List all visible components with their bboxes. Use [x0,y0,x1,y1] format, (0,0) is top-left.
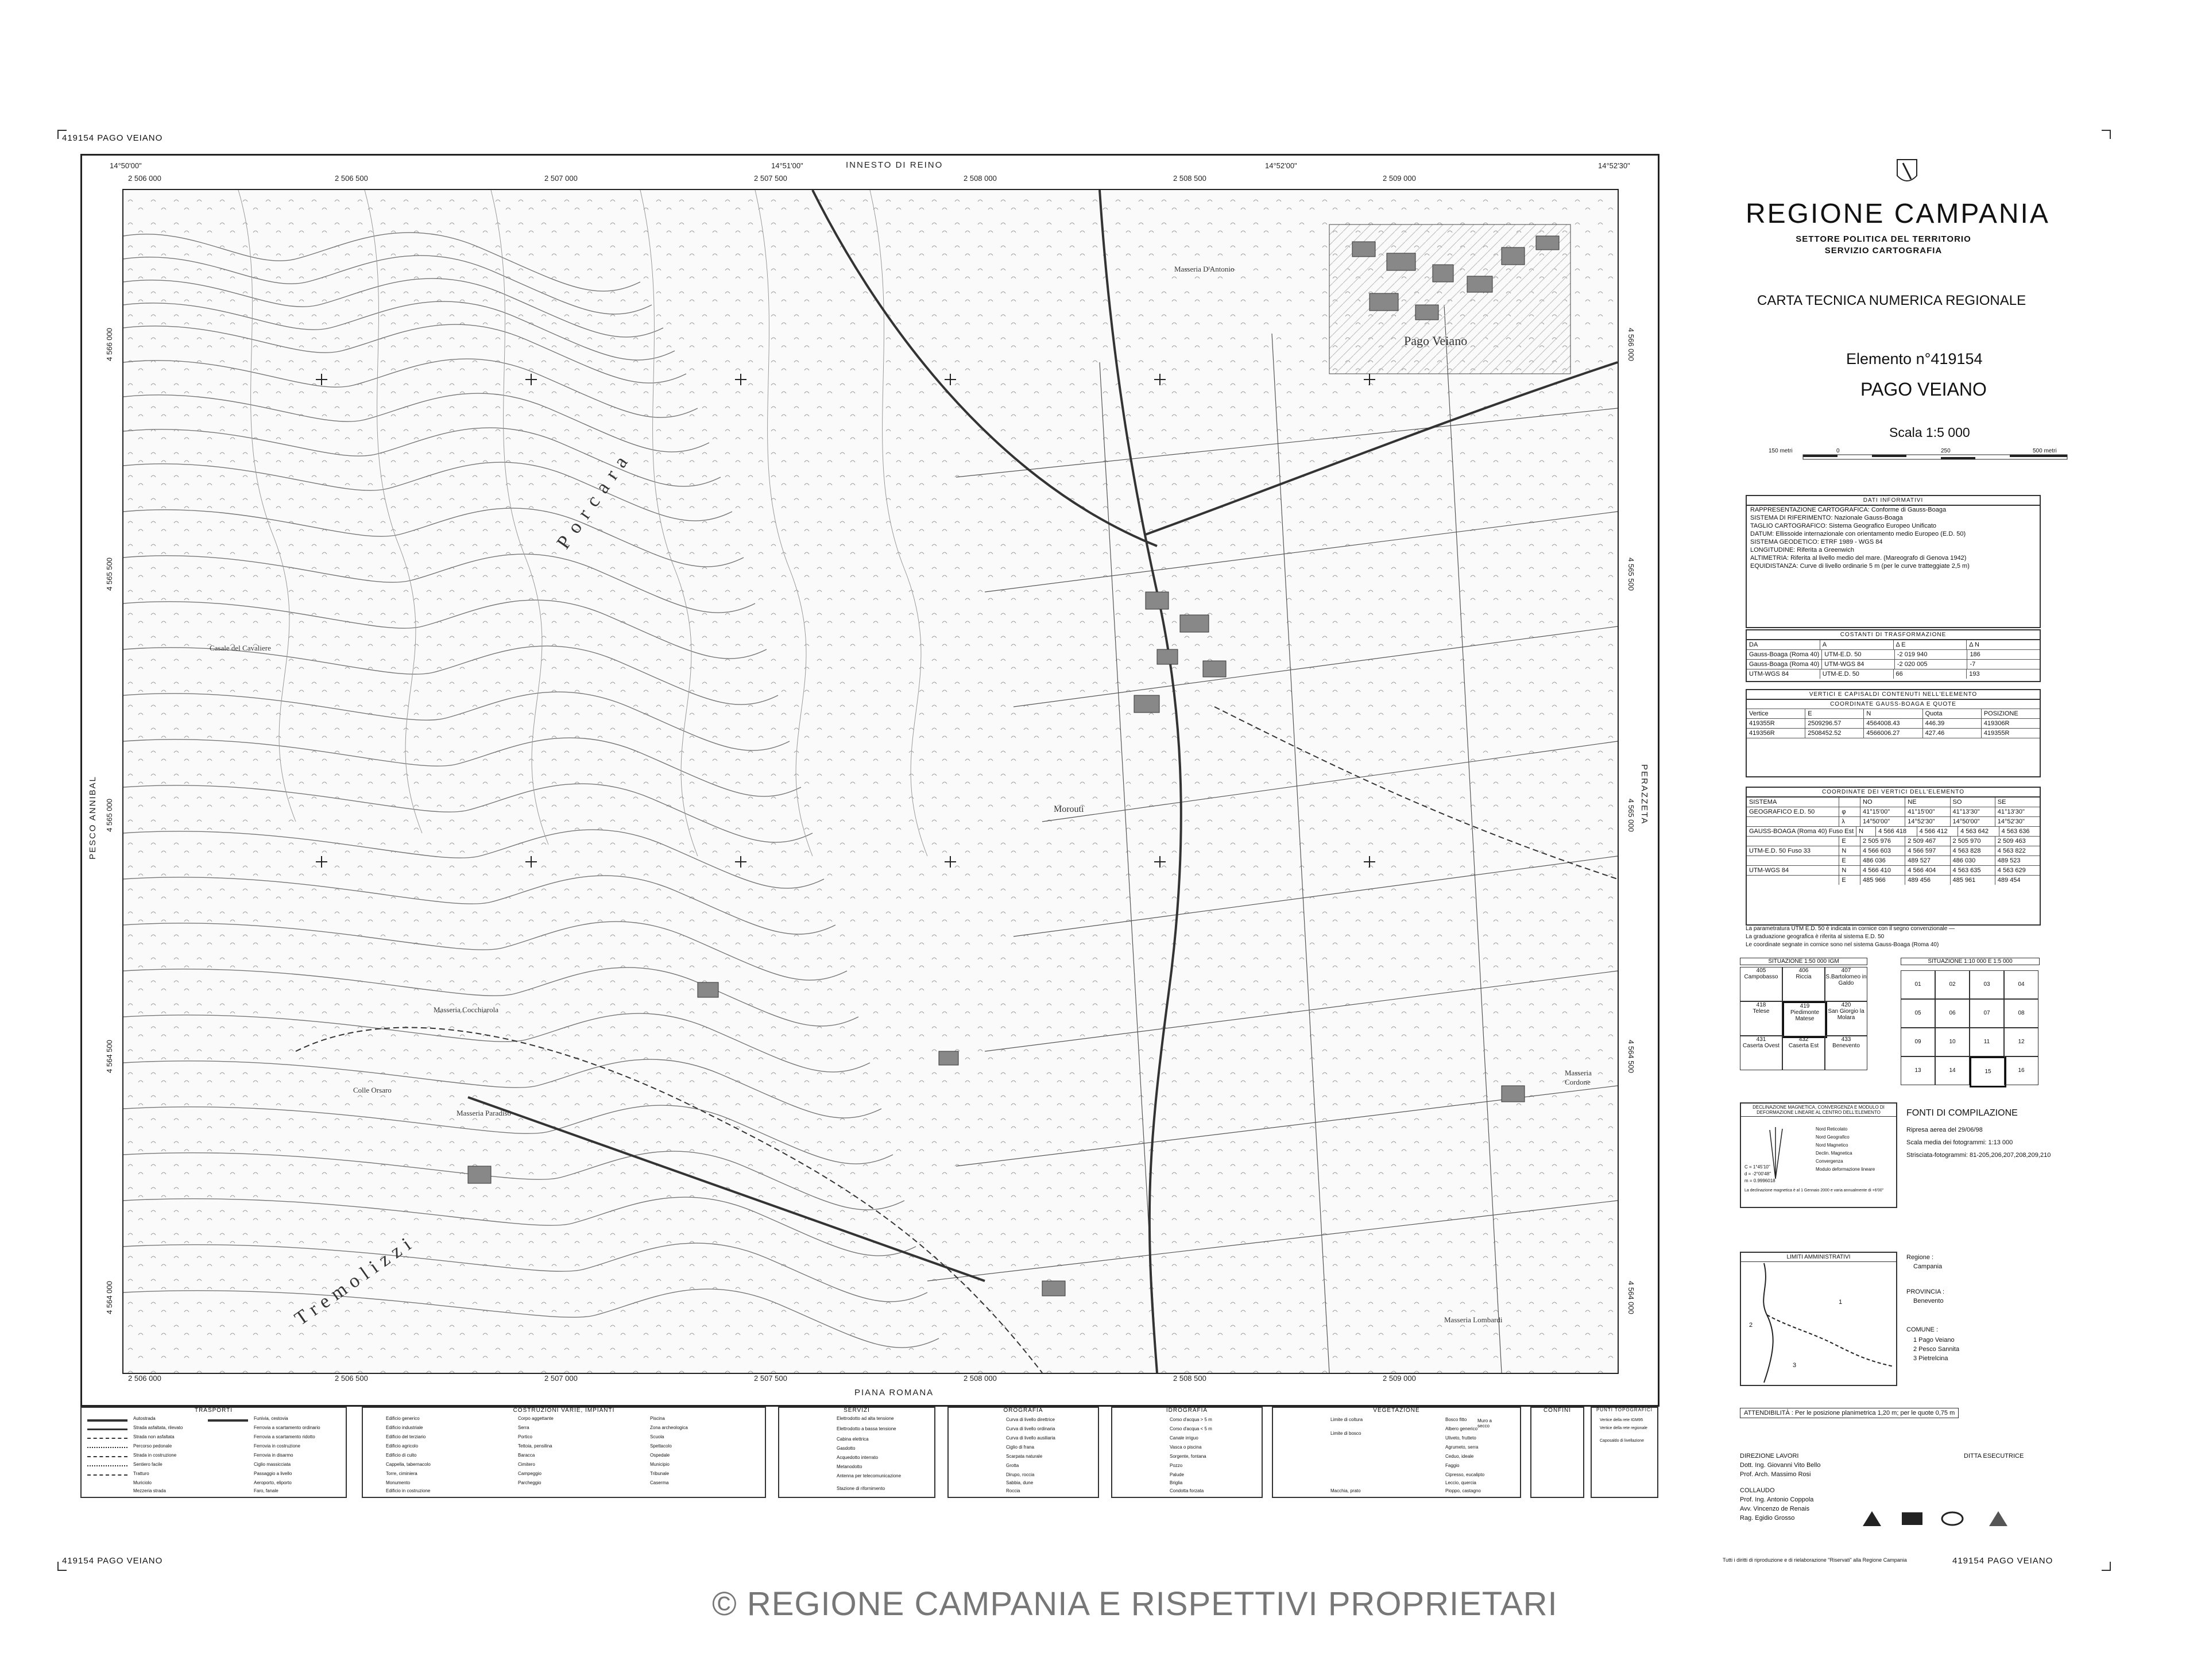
legend-item: Albero generico [1445,1426,1478,1431]
place-pago-veiano: Pago Veiano [1404,334,1468,348]
table-row: GAUSS-BOAGA (Roma 40) Fuso Est N 4 566 418 4 566 412 4 563 642 4 563 636 [1747,827,2040,837]
legend-item: Serra [518,1425,529,1430]
northing-label: 4 564 500 [105,1040,114,1073]
northing-label-right: 4 564 500 [1627,1040,1635,1073]
legend-item: Edificio del terziario [386,1434,426,1439]
legend-item: Cipresso, eucalipto [1445,1472,1485,1477]
info-line: ALTIMETRIA: Riferita al livello medio del mare. (Mareografo di Genova 1942) [1750,555,1967,562]
easting-label-bottom: 2 506 500 [335,1374,368,1383]
fonti-line: Strisciata-fotogrammi: 81-205,206,207,208,209,210 [1906,1152,2051,1159]
legend-item: Mezzeria strada [133,1488,166,1493]
legend-item: Leccio, quercia [1445,1480,1476,1485]
geo-label: 14°51'00" [771,161,803,170]
element-name: PAGO VEIANO [1860,379,1987,400]
legend-trasporti [80,1407,347,1498]
legend-item: Acquedotto interrato [837,1455,879,1460]
legend-title: SERVIZI [844,1407,870,1414]
decl-value: C = 1°45'10" [1744,1164,1770,1170]
legend-item: Vasca o piscina [1170,1445,1202,1450]
contractor-logo-icon [1987,1510,2010,1527]
legend-item: Vertice della rete IGM95 [1600,1418,1643,1422]
grid-cell: 12 [2004,1028,2038,1056]
place-porcara: Porcara [552,446,637,553]
northing-label-right: 4 564 000 [1627,1281,1635,1314]
legend-item: Portico [518,1434,532,1439]
legend-punti [1591,1407,1658,1498]
decl-legend: Nord Reticolato [1816,1127,1848,1132]
limiti-map-icon [1741,1263,1894,1383]
scale-tick: 250 [1941,448,1951,454]
legend-item: Piscina [650,1416,665,1421]
legend-item: Monumento [386,1480,411,1485]
table-row: 419356R 2508452.52 4566006.27 427.46 419355R [1747,729,2040,738]
decl-legend: Nord Geografico [1816,1135,1850,1140]
place-masseria-cordone: Masseria Cordone [1565,1069,1592,1086]
table-header: DA A Δ E Δ N [1747,640,2040,650]
legend-servizi [778,1407,935,1498]
legend-item: Edificio di culto [386,1453,417,1458]
limiti-box [1740,1252,1897,1386]
legend-item: Bosco fitto [1445,1417,1467,1422]
comune-item: 2 Pesco Sannita [1913,1346,1960,1353]
decl-legend: Convergenza [1816,1159,1843,1164]
sit50-title: SITUAZIONE 1:50 000 IGM [1740,958,1867,965]
legend-item: Ferrovia in disarmo [254,1453,293,1458]
fonti-title: FONTI DI COMPILAZIONE [1906,1108,2018,1118]
legend-title: VEGETAZIONE [1373,1407,1420,1414]
crop-mark-tl [57,130,67,139]
sit50-grid [1740,967,1867,1070]
legend-item: Vertice della rete regionale [1600,1426,1647,1430]
edge-name-top: INNESTO DI REINO [846,160,943,170]
place-masseria-cocchiarola: Masseria Cocchiarola [434,1005,498,1014]
easting-label-bottom: 2 508 500 [1173,1374,1206,1383]
table-row: λ 14°50'00" 14°52'30" 14°50'00" 14°52'30" [1747,817,2040,827]
legend-title: IDROGRAFIA [1166,1407,1208,1414]
legend-symbol [87,1465,127,1466]
info-line: SISTEMA GEODETICO: ETRF 1989 - WGS 84 [1750,539,1883,545]
legend-item: Zona archeologica [650,1425,688,1430]
legend-item: Spettacolo [650,1443,672,1449]
copyright-watermark: © REGIONE CAMPANIA E RISPETTIVI PROPRIETARI [712,1585,1558,1623]
direzione-title: DIREZIONE LAVORI [1740,1453,1799,1460]
legend-item: Sabbia, dune [1006,1480,1034,1485]
limiti-number: 1 [1839,1299,1843,1306]
grid-cell: 08 [2004,999,2038,1028]
legend-item: Macchia, prato [1330,1488,1361,1493]
grid-cell: 11 [1970,1028,2004,1056]
legend-confini-items [1450,1418,1502,1493]
legend-item: Corpo aggettante [518,1416,554,1421]
legend-item: Agrumeto, serra [1445,1445,1479,1450]
legend-item: Edificio industriale [386,1425,423,1430]
decl-value: m = 0.9996018 [1744,1178,1775,1183]
legend-item: Gasdotto [837,1446,856,1451]
grid-cell: 432 Caserta Est [1782,1036,1825,1070]
legend-title: COSTRUZIONI VARIE, IMPIANTI [513,1407,615,1414]
info-line: RAPPRESENTAZIONE CARTOGRAFICA: Conforme di Gauss-Boaga [1750,506,1947,513]
legend-costruzioni [362,1407,766,1498]
decl-legend: Modulo deformazione lineare [1816,1167,1875,1172]
legend-item: Passaggio a livello [254,1471,292,1476]
grid-cell-current: 419 Piedimonte Matese [1782,1001,1827,1038]
legend-item: Ceduo, ideale [1445,1454,1474,1459]
legend-item: Stazione di rifornimento [837,1486,885,1491]
decl-legend: Nord Magnetico [1816,1143,1848,1148]
grid-cell: 09 [1901,1028,1935,1056]
legend-title: CONFINI [1543,1407,1572,1414]
contractor-logo-icon [1941,1510,1964,1527]
declinazione-box [1740,1102,1897,1208]
collaudo-line: Avv. Vincenzo de Renais [1740,1505,1810,1512]
fonti-line: Ripresa aerea del 29/06/98 [1906,1127,1983,1133]
contractor-logo-icon [1901,1510,1924,1527]
easting-label-bottom: 2 507 000 [544,1374,578,1383]
collaudo-line: Rag. Egidio Grosso [1740,1515,1795,1522]
coord-note: La graduazione geografica è riferita al sistema E.D. 50 [1746,934,1885,940]
legend-item: Pozzo [1170,1463,1183,1468]
scale-tick: 500 metri [2033,448,2057,454]
grid-cell: 407 S.Bartolomeo in Galdo [1825,967,1867,1001]
legend-item: Scarpata naturale [1006,1454,1043,1459]
legend-item: Caposaldo di livellazione [1600,1439,1645,1443]
legend-item: Caserma [650,1480,669,1485]
table-row: 419355R 2509296.57 4564008.43 446.39 419306R [1747,719,2040,729]
limiti-title: LIMITI AMMINISTRATIVI [1741,1253,1896,1262]
legend-item: Strada asfaltata, rilevato [133,1425,183,1430]
legend-orografia [947,1407,1099,1498]
vertici-table [1746,689,2041,777]
regione-value: Campania [1913,1263,1943,1270]
campania-logo-icon [1895,158,1919,187]
table-subtitle: COORDINATE GAUSS-BOAGA E QUOTE [1747,700,2040,709]
legend-item: Pioppo, castagno [1445,1488,1481,1493]
sector-line-2: SERVIZIO CARTOGRAFIA [1824,246,1943,256]
grid-cell: 405 Campobasso [1740,967,1782,1001]
legend-symbol [87,1456,127,1457]
collaudo-line: Prof. Ing. Antonio Coppola [1740,1496,1814,1503]
info-line: DATUM: Ellissoide internazionale con orientamento medio Europeo (E.D. 50) [1750,531,1966,537]
ditta-title: DITTA ESECUTRICE [1964,1453,2024,1460]
legend-item: Tettoia, pensilina [518,1443,552,1449]
legend-symbol [87,1438,127,1439]
geo-label: 14°52'00" [1265,161,1297,170]
coord-note: Le coordinate segnate in cornice sono nel sistema Gauss-Boaga (Roma 40) [1746,942,1939,948]
geo-label: 14°50'00" [110,161,142,170]
edge-name-bottom: PIANA ROMANA [854,1388,934,1398]
easting-label-bottom: 2 509 000 [1383,1374,1416,1383]
legend-item: Muriciolo [133,1480,152,1485]
legend-title: TRASPORTI [194,1407,233,1414]
legend-item: Tratturo [133,1471,149,1476]
comune-item: 1 Pago Veiano [1913,1337,1955,1344]
legend-symbol [87,1419,127,1422]
table-header: Vertice E N Quota POSIZIONE [1747,709,2040,719]
info-line: EQUIDISTANZA: Curve di livello ordinarie 5 m (per le curve tratteggiate 2,5 m) [1750,563,1970,570]
legend-item: Ciglio massicciata [254,1462,291,1467]
dati-informativi-table [1746,495,2041,628]
comune-item: 3 Pietrelcina [1913,1355,1948,1362]
legend-item: Corso d'acqua > 5 m [1170,1417,1212,1422]
place-tremolizzi: Tremolizzi [291,1230,420,1330]
series-title: CARTA TECNICA NUMERICA REGIONALE [1757,293,2026,308]
limiti-number: 2 [1749,1322,1753,1329]
legend-item: Torre, ciminiera [386,1471,417,1476]
legend-item: Sentiero facile [133,1462,163,1467]
easting-label: 2 507 000 [544,174,578,183]
table-row: UTM-E.D. 50 Fuso 33 N 4 566 603 4 566 597 4 563 828 4 563 822 [1747,846,2040,856]
table-row: UTM-WGS 84 UTM-E.D. 50 66 193 [1747,669,2040,679]
legend-item: Edificio generico [386,1416,420,1421]
legend-item: Faggio [1445,1463,1460,1468]
grid-cell: 06 [1935,999,1970,1028]
legend-item: Roccia [1006,1488,1020,1493]
easting-label: 2 509 000 [1383,174,1416,183]
place-masseria-paradiso: Masseria Paradiso [457,1109,511,1117]
provincia-value: Benevento [1913,1298,1944,1304]
legend-symbol [87,1474,127,1476]
grid-cell: 14 [1935,1056,1970,1085]
sit10-grid [1901,970,2040,1085]
table-row: E 485 966 489 456 485 961 489 454 [1747,876,2040,885]
place-colle-orsaro: Colle Orsaro [353,1086,392,1094]
easting-label: 2 506 500 [335,174,368,183]
grid-cell: 04 [2004,970,2038,999]
sit10-title: SITUAZIONE 1:10 000 E 1:5 000 [1901,958,2040,965]
edge-name-right: PERAZZETA [1639,764,1649,825]
legend-item: Canale irriguo [1170,1435,1198,1441]
legend-item: Funivia, cestovia [254,1416,288,1421]
fonti-line: Scala media dei fotogrammi: 1:13 000 [1906,1139,2013,1146]
legend-item: Muro a secco [1477,1418,1492,1429]
legend-item: Briglia [1170,1480,1183,1485]
legend-symbol [208,1419,248,1422]
legend-item: Autostrada [133,1416,156,1421]
sheet-code-top: 419154 PAGO VEIANO [62,133,163,143]
coordinate-table [1746,787,2041,926]
table-title: DATI INFORMATIVI [1747,496,2040,506]
legend-item: Cappella, tabernacolo [386,1462,431,1467]
sheet-code-bottom-right: 419154 PAGO VEIANO [1952,1556,2053,1566]
legend-item: Limite di coltura [1330,1417,1363,1422]
legend-item: Curva di livello direttrice [1006,1417,1055,1422]
provincia-label: PROVINCIA : [1906,1288,1945,1295]
legend-item: Ospedale [650,1453,670,1458]
contractor-logo-icon [1860,1510,1883,1527]
place-masseria-lombardi: Masseria Lombardi [1444,1315,1503,1324]
grid-cell: 01 [1901,970,1935,999]
table-row: E 486 036 489 527 486 030 489 523 [1747,856,2040,866]
limiti-number: 3 [1793,1362,1797,1369]
legend-item: Elettrodotto ad alta tensione [837,1416,894,1421]
grid-cell: 420 San Giorgio la Molara [1825,1001,1867,1036]
crop-mark-br [2102,1562,2111,1571]
legend-item: Grotta [1006,1463,1019,1468]
table-row: UTM-WGS 84 N 4 566 410 4 566 404 4 563 635 4 563 629 [1747,866,2040,876]
comune-label: COMUNE : [1906,1326,1938,1333]
legend-item: Cabina elettrica [837,1437,869,1442]
element-number: Elemento n°419154 [1846,350,1983,367]
legend-item: Dirupo, roccia [1006,1472,1035,1477]
easting-label: 2 507 500 [754,174,787,183]
legend-item: Municipio [650,1462,670,1467]
rights-note: Tutti i diritti di riproduzione e di rielaborazione "Riservati" alla Regione Campania [1723,1557,1907,1563]
scale-tick: 0 [1836,448,1840,454]
legend-item: Ferrovia a scartamento ordinario [254,1425,320,1430]
legend-item: Curva di livello ordinaria [1006,1426,1055,1431]
table-title: VERTICI E CAPISALDI CONTENUTI NELL'ELEMENTO [1747,690,2040,700]
legend-item: Corso d'acqua < 5 m [1170,1426,1212,1431]
sheet-code-bottom-left: 419154 PAGO VEIANO [62,1556,163,1566]
legend-item: Edificio in costruzione [386,1488,431,1493]
decl-legend: Declin. Magnetica [1816,1151,1852,1156]
northing-label: 4 565 500 [105,558,114,591]
easting-label: 2 508 000 [964,174,997,183]
northing-label-right: 4 565 000 [1627,799,1635,832]
direzione-line: Prof. Arch. Massimo Rosi [1740,1471,1811,1478]
legend-item: Palude [1170,1472,1184,1477]
table-row: E 2 505 976 2 509 467 2 505 970 2 509 463 [1747,837,2040,846]
grid-cell: 433 Benevento [1825,1036,1867,1070]
legend-strip [80,1407,1656,1496]
legend-item: Baracca [518,1453,535,1458]
grid-cell: 10 [1935,1028,1970,1056]
legend-item: Campeggio [518,1471,541,1476]
legend-item: Cimitero [518,1462,535,1467]
table-row: GEOGRAFICO E.D. 50 φ 41°15'00" 41°15'00" 41°13'30" 41°13'30" [1747,807,2040,817]
legend-item: Curva di livello ausiliaria [1006,1435,1055,1441]
legend-confini [1530,1407,1584,1498]
trasformazione-table [1746,629,2041,682]
coord-note: La parametratura UTM E.D. 50 è indicata in cornice con il segno convenzionale — [1746,926,1955,932]
place-morouti: Morouti [1054,804,1084,814]
table-title: COSTANTI DI TRASFORMAZIONE [1747,630,2040,640]
northing-label: 4 564 000 [105,1281,114,1314]
place-masseria-dantonio: Masseria D'Antonio [1174,265,1235,273]
declinazione-title: DECLINAZIONE MAGNETICA, CONVERGENZA E MODULO DI DEFORMAZIONE LINEARE AL CENTRO DELL'ELEMENTO [1741,1104,1896,1117]
map-frame [80,154,1659,1407]
decl-note: La declinazione magnetica è al 1 Gennaio 2000 e varia annualmente di +6'00" [1744,1189,1884,1193]
sector-line-1: SETTORE POLITICA DEL TERRITORIO [1796,234,1971,244]
topographic-map-drawing [123,190,1618,1373]
legend-item: Ferrovia a scartamento ridotto [254,1434,315,1439]
grid-cell-current: 15 [1970,1056,2006,1087]
legend-item: Tribunale [650,1471,670,1476]
legend-symbol [87,1447,127,1448]
easting-label-bottom: 2 508 000 [964,1374,997,1383]
legend-item: Aeroporto, eliporto [254,1480,292,1485]
legend-item: Ciglio di frana [1006,1445,1034,1450]
easting-label-bottom: 2 506 000 [128,1374,161,1383]
grid-cell: 05 [1901,999,1935,1028]
grid-cell: 02 [1935,970,1970,999]
table-title: COORDINATE DEI VERTICI DELL'ELEMENTO [1747,788,2040,798]
crop-mark-tr [2102,130,2111,139]
grid-cell: 406 Riccia [1782,967,1825,1001]
direzione-line: Dott. Ing. Giovanni Vito Bello [1740,1462,1821,1469]
grid-cell: 431 Caserta Ovest [1740,1036,1782,1070]
grid-cell: 07 [1970,999,2004,1028]
legend-item: Limite di bosco [1330,1431,1361,1436]
edge-name-left: PESCO ANNIBAL [88,776,98,860]
regione-label: Regione : [1906,1254,1934,1261]
legend-item: Scuola [650,1434,664,1439]
grid-cell: 03 [1970,970,2004,999]
table-row: Gauss-Boaga (Roma 40) UTM-E.D. 50 -2 019 940 186 [1747,650,2040,660]
info-line: SISTEMA DI RIFERIMENTO: Nazionale Gauss-Boaga [1750,514,1903,521]
easting-label: 2 508 500 [1173,174,1206,183]
decl-value: d = -2°00'48" [1744,1171,1771,1176]
legend-item: Strada in costruzione [133,1453,177,1458]
topographic-map[interactable] [122,189,1619,1374]
geo-label: 14°52'30" [1598,161,1630,170]
place-casale-cavaliere: Casale del Cavaliere [210,644,271,652]
northing-label: 4 565 000 [105,799,114,832]
legend-title: OROGRAFIA [1003,1407,1043,1414]
info-line: LONGITUDINE: Riferita a Greenwich [1750,547,1854,553]
northing-label: 4 566 000 [105,328,114,361]
scale-title: Scala 1:5 000 [1889,425,1970,440]
legend-item: Parcheggio [518,1480,541,1485]
scale-bar [1769,448,2067,465]
legend-item: Condotta forzata [1170,1488,1204,1493]
scale-tick: 150 metri [1769,448,1793,454]
attendibilita: ATTENDIBILITÀ : Per le posizione planimetrica 1,20 m; per le quote 0,75 m [1740,1408,1959,1418]
legend-item: Sorgente, fontana [1170,1454,1206,1459]
legend-idrografia [1111,1407,1263,1498]
legend-item: Faro, fanale [254,1488,278,1493]
easting-label: 2 506 000 [128,174,161,183]
legend-item: Elettrodotto a bassa tensione [837,1426,896,1431]
legend-item: Percorso pedonale [133,1443,172,1449]
table-header: SISTEMA NO NE SO SE [1747,798,2040,807]
legend-item: Metanodotto [837,1464,862,1469]
grid-cell: 16 [2004,1056,2038,1085]
collaudo-title: COLLAUDO [1740,1487,1775,1494]
northing-label-right: 4 565 500 [1627,558,1635,591]
table-row: Gauss-Boaga (Roma 40) UTM-WGS 84 -2 020 005 -7 [1747,660,2040,669]
legend-item: Antenna per telecomunicazione [837,1473,902,1478]
legend-title: PUNTI TOPOGRAFICI [1596,1407,1653,1412]
legend-item: Edificio agricolo [386,1443,419,1449]
info-line: TAGLIO CARTOGRAFICO: Sistema Geografico Europeo Unificato [1750,522,1937,529]
grid-cell: 418 Telese [1740,1001,1782,1036]
region-title: REGIONE CAMPANIA [1746,199,2050,229]
legend-symbol [87,1429,127,1430]
legend-item: Ferrovia in costruzione [254,1443,300,1449]
grid-cell: 13 [1901,1056,1935,1085]
northing-label-right: 4 566 000 [1627,328,1635,361]
easting-label-bottom: 2 507 500 [754,1374,787,1383]
legend-item: Uliveto, frutteto [1445,1435,1476,1441]
legend-item: Strada non asfaltata [133,1434,175,1439]
